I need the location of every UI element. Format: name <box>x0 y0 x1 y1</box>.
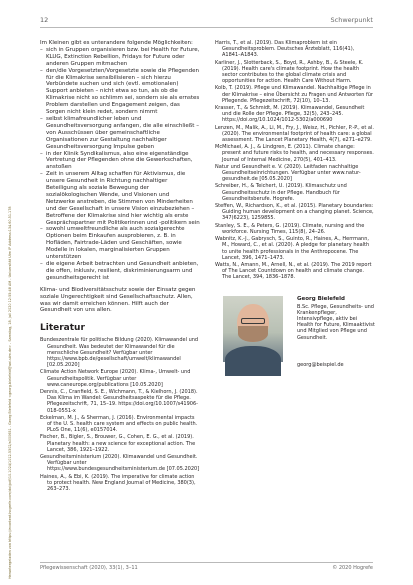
conclusion-paragraph: Klima- und Biodiversitätsschutz sowie der Einsatz gegen soziale Ungerechtigkeit sind Gesellschaftsschutz. Allen, was wir damit erreichen können. Hilft auch der Gesundheit von uns allen. <box>40 286 196 314</box>
author-bio: B.Sc. Pflege, Gesundheits- und Krankenpfleger, Intensivpflege, aktiv bei Health for Future, Klimaaktivist und Mitglied von Pflege und Gesundheit. <box>297 303 375 341</box>
watermark-text: Heruntergeladen von https://econtent.hogrefe.com/doi/pdf/10.1024/1012-5302/a000651 - Georg Bielefeld <georg.bielefeld@uni-ulm.de> - Samstag, 18. Juli 2020 12:55:48 AM - Universität Ulm IP Address:134.60.51.178 <box>8 206 12 579</box>
author-photo <box>223 296 283 362</box>
literature-heading: Literatur <box>40 323 85 334</box>
journal-citation: Pflegewissenschaft (2020), 33(1), 3–11 <box>40 565 138 571</box>
reference-item: Bundeszentrale für politische Bildung (2020). Klimawandel und Gesundheit. Was bedeutet der Klimawandel für die menschliche Gesundheit? Verfügbar unter https://www.bpb.de/gesellschaft/umwelt/klimawandel [02.05.2020] <box>40 337 199 369</box>
reference-item: Fischer, B., Bigler, S., Brouwer, G., Cohen, E. G., et al. (2019). Planetary health: a new science for exceptional action. The Lancet, 386, 1921–1922. <box>40 434 196 453</box>
reference-item: Steffen, W., Richardson, K., et al. (2015). Planetary boundaries: Guiding human development on a changing planet. Science, 347(6223), 1259855. <box>215 203 374 222</box>
reference-item: Kolb, T. (2019). Pflege und Klimawandel. Nachhaltige Pflege in der Klimakrise – eine Übersicht zu Fragen und Antworten für Pflegende. Pflegezeitschrift, 72(10), 10–13. <box>215 85 373 104</box>
page-footer <box>40 565 373 573</box>
reference-item: Stanley, S. E., & Peters, G. (2019). Climate, nursing and the workforce. Nursing Times, 115(8), 24–26. <box>215 222 365 235</box>
page-number: 12 <box>40 16 49 24</box>
reference-item: Gesundheitsministerium (2020). Klimawandel und Gesundheit. Verfügbar unter https://www.bundesgesundheitsministerium.de [07.05.2020] <box>40 454 200 473</box>
download-watermark <box>2 0 12 585</box>
photo-beard <box>238 326 268 342</box>
copyright: © 2020 Hogrefe <box>332 565 373 571</box>
footer-rule <box>40 562 373 563</box>
list-item: – selbst klimafreundlicher leben und Gesundheitsversorgung anfangen, die alle einschließt – von Ausschüssen über gemeinschaftliche Organisationen zur Gestaltung nachhaltiger Gesundheitsversorgung Impulse geben <box>40 116 200 151</box>
left-column <box>40 40 200 493</box>
reference-item: Watts, N., Amann, M., Arnell, N., et al. (2019). The 2019 report of The Lancet Countdown on health and climate change. The Lancet, 394, 1836–1878. <box>215 261 372 281</box>
intro-paragraph: Im Kleinen gibt es unterandere folgende Möglichkeiten: <box>40 40 193 46</box>
reference-item: Climate Action Network Europe (2020). Klima-, Umwelt- und Gesundheitspolitik. Verfügbar unter www.caneurope.org/publications [10.05.2020] <box>40 369 191 388</box>
list-item: – sowohl umweltfreundliche als auch sozialgerechte Optionen beim Einkaufen ausprobieren, z. B. in Hofläden, Fairtrade-Läden und Geschäften, sowie Modelle in lokalen, marginalisierten Gruppen unterstützen <box>40 226 200 261</box>
author-email-link[interactable]: georg@beispiel.de <box>297 361 344 368</box>
list-item: – die eigene Arbeit betrachten und Gesundheit anbieten, die offen, inklusiv, resilient, diskriminierungsarm und gesundheitsgerecht ist <box>40 261 200 282</box>
reference-item: Harris, T., et al. (2019). Das Klimaproblem ist ein Gesundheitsproblem. Deutsches Ärzteblatt, 116(41), A1841–A1843. <box>215 40 355 59</box>
reference-item: Schreiber, H., & Teichert, U. (2019). Klimaschutz und Gesundheitsschutz in der Pflege. Handbuch für Gesundheitsberufe. Hogrefe. <box>215 183 347 202</box>
list-item: – Zeit in unserem Alltag schaffen für Aktivismus, die unsere Gesundheit in Richtung nachhaltiger Beteiligung als soziale Bewegung der sozialökologischen Wende, und Visionen und Netzwerke anstreben, die Stimmen von Minderheiten und der Gesellschaft in unsere Vision einzubeziehen – Betroffene der Klimakrise sind hier wichtig als erste Gesprächspartner mit Politikerinnen und -politikern sein <box>40 171 200 226</box>
photo-shoulders <box>225 346 281 376</box>
list-item: – den/die Vorgesetzten/Vorgesetzte sowie die Pflegenden für die Klimakrise sensibilisieren – sich hierzu Verbündete suchen und sich (evtl. emotionalen) Support anbieten – nicht etwa so tun, als ob die Klimakrise nicht so schlimm sei, sondern sie als ernstes Problem darstellen und Engagement zeigen, das Sorgen nicht klein redet, sondern nimmt <box>40 68 200 116</box>
reference-list-left <box>40 337 200 492</box>
reference-item: Karliner, J., Slotterback, S., Boyd, R., Ashby, B., & Steele, K. (2019). Health care's climate footprint. How the health sector contributes to the global climate crisis and opportunities for action. Health Care Without Harm. <box>215 59 364 85</box>
reference-item: Dennis, C., Cranfield, S. E., Wichmann, T., & Kielhorn, J. (2018). Das Klima im Wandel: Gesundheitsaspekte für die Pflege. Pflegezeitschrift, 71, 15–19. https://doi.org/10.1007/s41906-018-0551-x <box>40 388 198 414</box>
reference-item: Wabnitz, K.-J., Gabrysch, S., Guinto, R., Haines, A., Herrmann, M., Howard, C., et al. (2020). A pledge for planetary health to unite health professionals in the Anthropocene. The Lancet, 396, 1471–1473. <box>215 236 370 261</box>
action-list <box>40 47 200 282</box>
author-box <box>215 286 374 380</box>
photo-glasses <box>241 318 265 324</box>
reference-item: Natur und Gesundheit e. V. (2020). Leitfaden nachhaltige Gesundheitseinrichtungen. Verfügbar unter www.natur-gesundheit.de [05.05.2020] <box>215 163 361 183</box>
right-column <box>215 40 374 380</box>
reference-item: Eckelman, M. J., & Sherman, J. (2016). Environmental impacts of the U. S. health care system and effects on public health. PLoS One, 11(6), e0157014. <box>40 414 198 434</box>
reference-item: Haines, A., & Ebi, K. (2019). The imperative for climate action to protect health. New England Journal of Medicine, 380(3), 263–273. <box>40 473 196 493</box>
list-item: – in der Klinik Syndikalismus, also eine eigenständige Vertretung der Pflegenden ohne die Gewerkschaften, anstoßen <box>40 151 200 172</box>
page-header <box>40 16 373 25</box>
reference-item: Lenzen, M., Malik, A., Li, M., Fry, J., Weisz, H., Pichler, P.-P., et al. (2020). The environmental footprint of health care: a global assessment. The Lancet Planetary Health, 4(7), e271–e279. <box>215 124 374 144</box>
list-item: – sich in Gruppen organisieren bzw. bei Health for Future, KLUG, Extinction Rebellion, Fridays for Future oder anderen Gruppen mitmachen <box>40 47 200 68</box>
section-title: Schwerpunkt <box>330 16 373 24</box>
header-rule <box>40 27 373 28</box>
author-name: Georg Bielefeld <box>297 295 345 302</box>
reference-item: McMichael, A. J., & Lindgren, E. (2011). Climate change: present and future risks to health, and necessary responses. Journal of Internal Medicine, 270(5), 401–413. <box>215 144 374 163</box>
reference-item: Krasser, T., & Schmidt, M. (2019). Klimawandel, Gesundheit und die Rolle der Pflege. Pflege, 32(5), 243–245. https://doi.org/10.1024/1012-5302/a000690 <box>215 105 365 124</box>
reference-list-right <box>215 40 374 281</box>
